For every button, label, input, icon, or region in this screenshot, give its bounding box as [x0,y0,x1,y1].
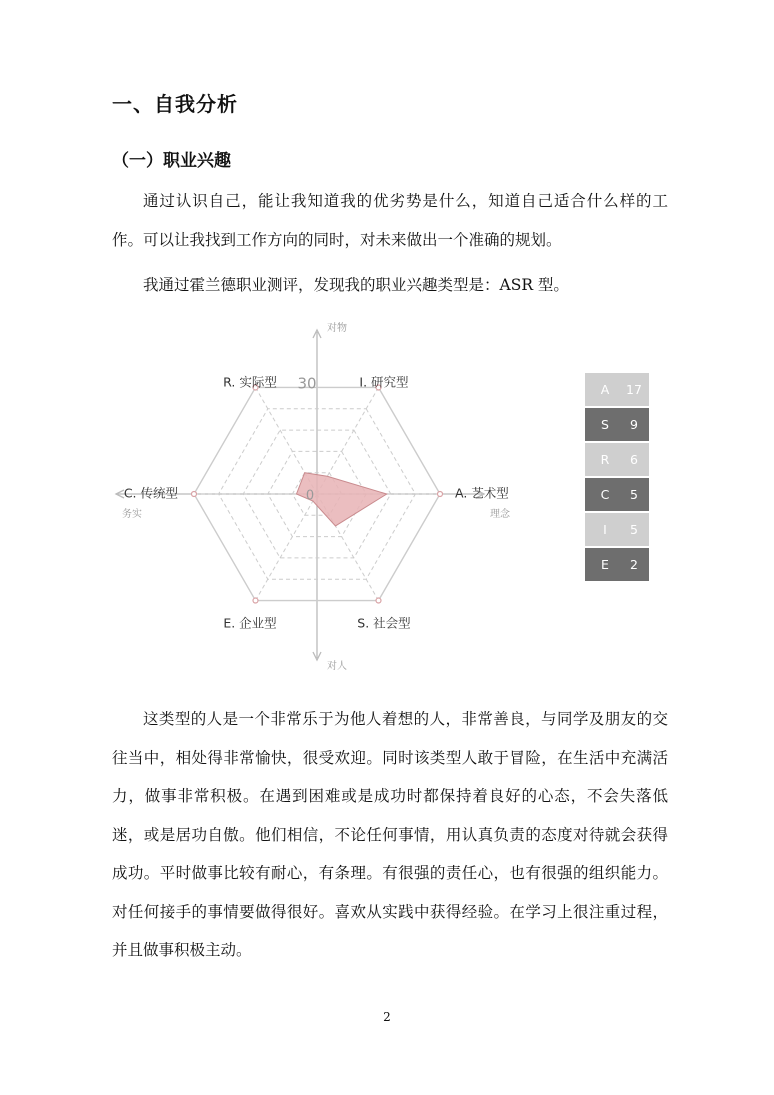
vertex-dot [192,492,197,497]
result-paragraph: 我通过霍兰德职业测评，发现我的职业兴趣类型是：ASR 型。 [143,276,569,294]
score-row [585,478,649,511]
score-value: 9 [630,417,638,432]
holland-radar-chart [110,318,530,688]
score-label: I [603,522,607,537]
axis-label: E. 企业型 [223,615,277,631]
axis-label: I. 研究型 [359,374,409,390]
axis-label: A. 艺术型 [455,485,509,501]
score-value: 17 [626,382,642,397]
scale-label-zero: 0 [305,488,315,504]
vertex-dot [376,598,381,603]
score-value: 2 [630,557,638,572]
direction-label-bottom: 对人 [327,661,347,672]
score-row [585,443,649,476]
section-heading: 一、自我分析 [112,92,238,116]
page-number: 2 [383,1010,391,1024]
score-value: 5 [630,487,638,502]
score-label: E [601,557,609,572]
score-row [585,373,649,406]
score-row [585,408,649,441]
vertex-dot [438,492,443,497]
score-row [585,513,649,546]
direction-label-left: 务实 [122,509,142,520]
score-value: 6 [630,452,638,467]
intro-paragraph: 通过认识自己，能让我知道我的优劣势是什么，知道自己适合什么样的工作。可以让我找到工作方向的同时，对未来做出一个准确的规划。 [112,192,668,249]
direction-label-right: 理念 [490,509,510,520]
subsection-heading: （一）职业兴趣 [112,151,231,171]
axis-label: S. 社会型 [357,615,411,631]
grid-spoke [256,494,318,601]
personality-description: 这类型的人是一个非常乐于为他人着想的人，非常善良，与同学及朋友的交往当中，相处得非常愉快，很受欢迎。同时该类型人敢于冒险，在生活中充满活力，做事非常积极。在遇到困难或是成功时都保持着良好的心态，不会失落低迷，或是居功自傲。他们相信，不论任何事情，用认真负责的态度对待就会获得成功。平时做事比较有耐心，有条理。有很强的责任心，也有很强的组织能力。对任何接手的事情要做得很好。喜欢从实践中获得经验。在学习上很注重过程，并且做事积极主动。 [112,710,668,959]
score-row [585,548,649,581]
score-label: S [601,417,609,432]
score-label: A [600,382,610,397]
scale-label-max: 30 [297,374,317,393]
score-label: C [600,487,610,502]
score-label: R [600,452,610,467]
score-table [585,373,649,583]
vertex-dot [253,598,258,603]
score-value: 5 [630,522,638,537]
axis-label: C. 传统型 [123,485,178,501]
axis-label: R. 实际型 [223,374,277,390]
direction-label-top: 对物 [327,323,347,334]
